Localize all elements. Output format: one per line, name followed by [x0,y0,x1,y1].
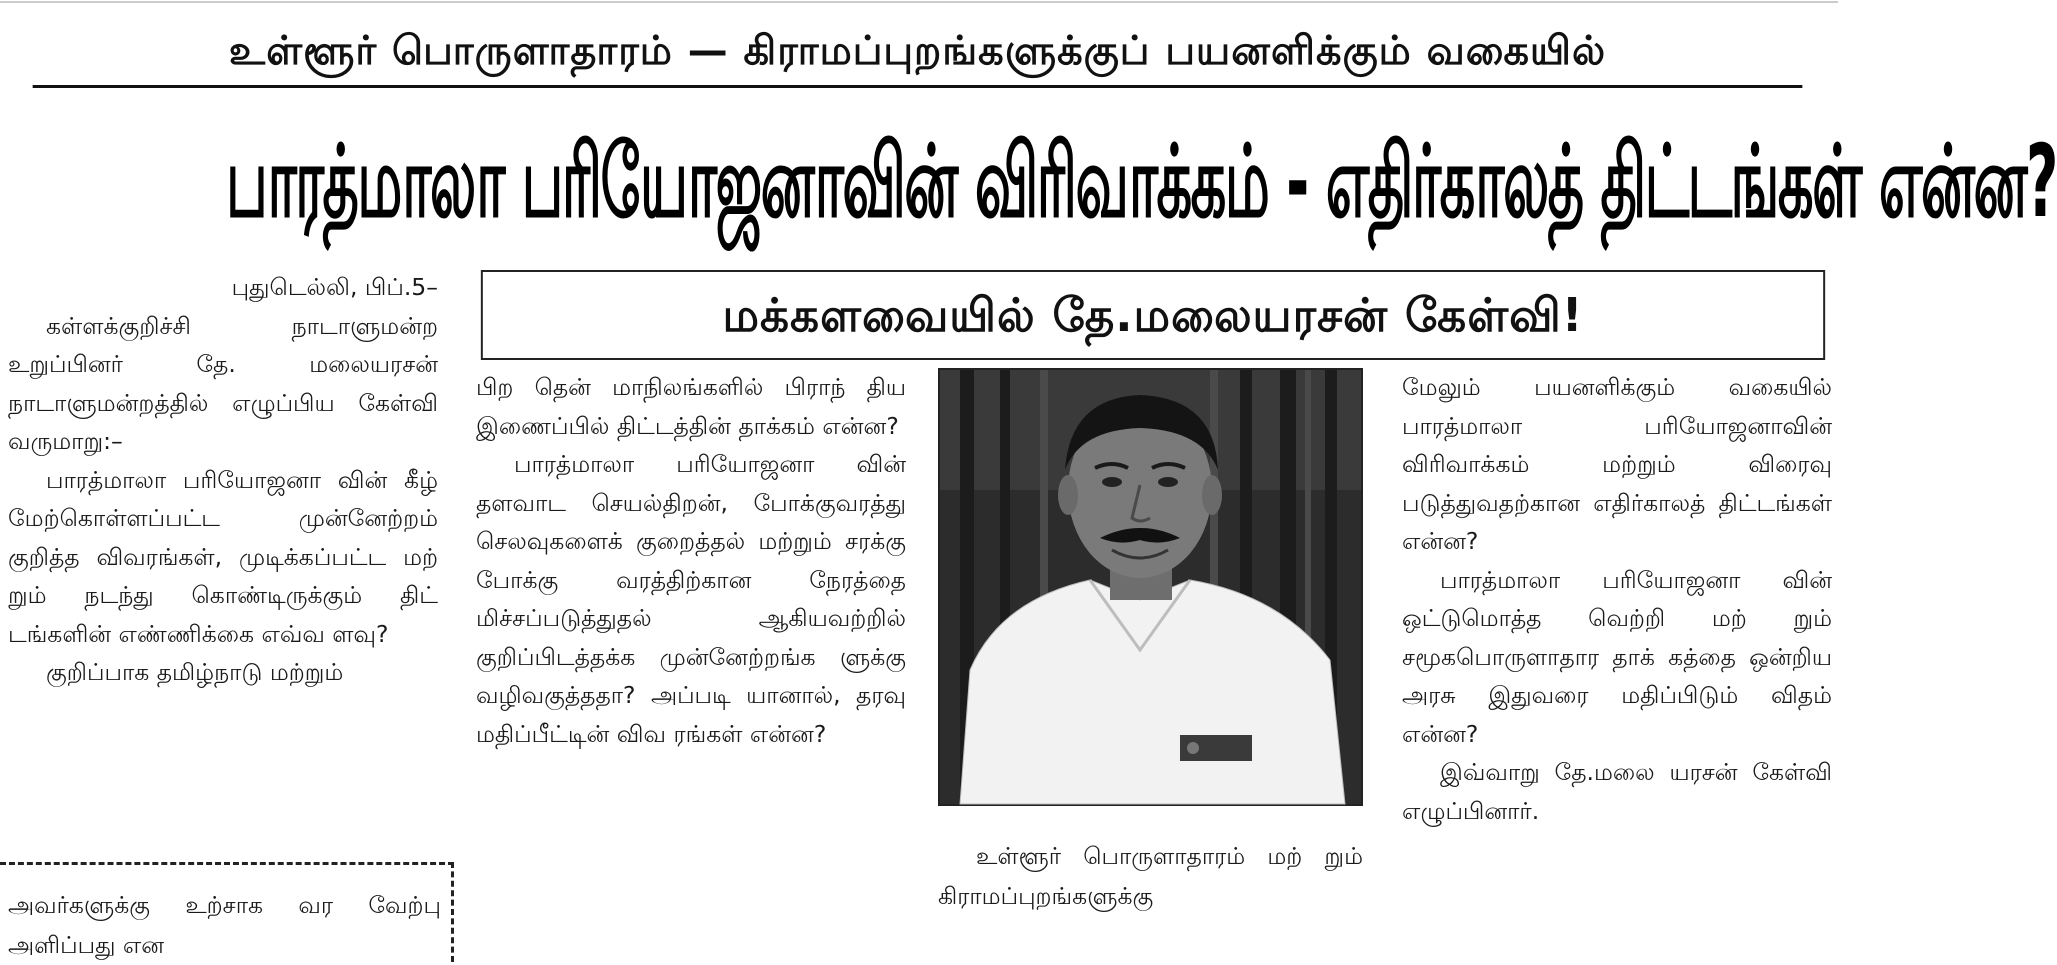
paragraph: குறிப்பாக தமிழ்நாடு மற்றும் [46,658,344,686]
paragraph: கள்ளக்குறிச்சி நாடாளுமன்ற உறுப்பினர் தே. மலையரசன் நாடாளுமன்றத்தில் எழுப்பிய கேள்வி வருமாறு:– [8,311,438,455]
article-column-2 [476,368,906,753]
article-column-3 [1402,368,1832,830]
photo-caption [938,836,1363,916]
dateline: புதுடெல்லி, பிப்.5– [231,273,438,301]
boxed-article-snippet: அவர்களுக்கு உற்சாக வர வேற்பு அளிப்பது என [0,862,454,962]
caption-text: உள்ளூர் பொருளாதாரம் மற் றும் கிராமப்புறங்களுக்கு [938,842,1363,910]
portrait-photo [938,368,1363,806]
top-rule [0,0,1838,8]
subheadline: மக்களவையில் தே.மலையரசன் கேள்வி! [481,270,1825,360]
kicker-headline: உள்ளூர் பொருளாதாரம் — கிராமப்புறங்களுக்குப் பயனளிக்கும் வகையில் [33,18,1803,88]
paragraph: பாரத்மாலா பரியோஜனா வின் ஒட்டுமொத்த வெற்றி மற் றும் சமூகபொருளாதார தாக் கத்தை ஒன்றிய அரசு இதுவரை மதிப்பிடும் விதம் என்ன? [1402,565,1832,748]
paragraph: பிற தென் மாநிலங்களில் பிராந் திய இணைப்பில் திட்டத்தின் தாக்கம் என்ன? [476,373,906,440]
paragraph: பாரத்மாலா பரியோஜனா வின் தளவாட செயல்திறன், போக்குவரத்து செலவுகளைக் குறைத்தல் மற்றும் சரக்கு போக்கு வரத்திற்கான நேரத்தை மிச்சப்படுத்துதல் ஆகியவற்றில் குறிப்பிடத்தக்க முன்னேற்றங்க ளுக்கு வழிவகுத்ததா? அப்படி யானால், தரவு மதிப்பீட்டின் விவ ரங்கள் என்ன? [476,450,906,748]
article-column-1 [8,268,438,692]
paragraph: இவ்வாறு தே.மலை யரசன் கேள்வி எழுப்பினார். [1402,758,1832,825]
main-headline: பாரத்மாலா பரியோஜனாவின் விரிவாக்கம் - எதிர்காலத் திட்டங்கள் என்ன? [226,123,2057,241]
paragraph: பாரத்மாலா பரியோஜனா வின் கீழ் மேற்கொள்ளப்பட்ட முன்னேற்றம் குறித்த விவரங்கள், முடிக்கப்பட்ட மற் றும் நடந்து கொண்டிருக்கும் திட் டங்களின் எண்ணிக்கை எவ்வ ளவு? [8,465,438,648]
paragraph: மேலும் பயனளிக்கும் வகையில் பாரத்மாலா பரியோஜனாவின் விரிவாக்கம் மற்றும் விரைவு படுத்துவதற்கான எதிர்காலத் திட்டங்கள் என்ன? [1402,373,1832,555]
portrait-illustration [940,370,1361,804]
